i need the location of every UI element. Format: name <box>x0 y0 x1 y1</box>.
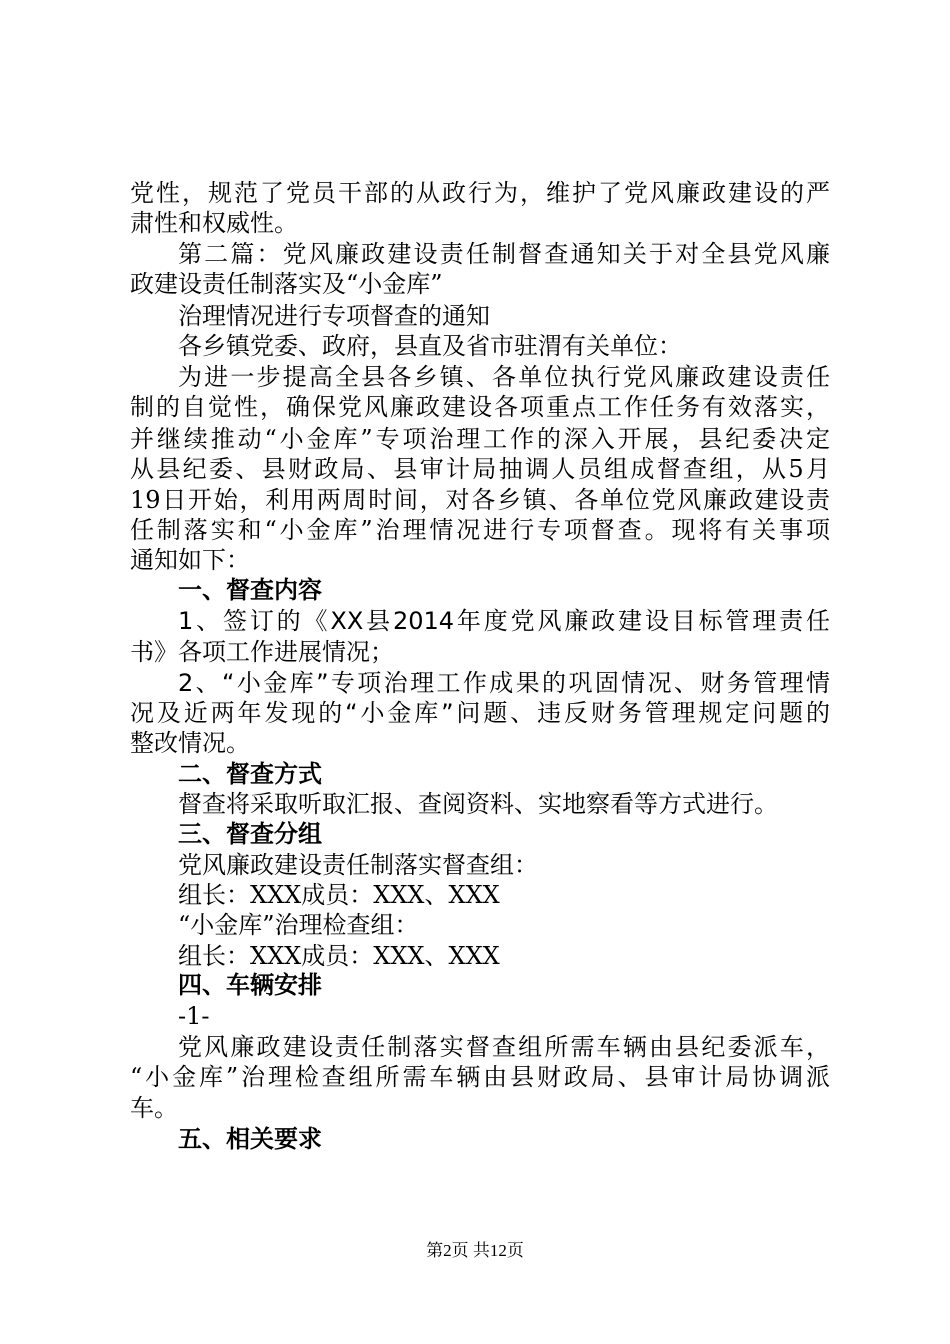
list-item-2-cont: 整改情况。 <box>130 729 250 757</box>
group-name: “小金库”治理检查组： <box>178 911 419 939</box>
heading-supervision-content: 一、督查内容 <box>178 576 322 604</box>
body-line: 肃性和权威性。 <box>130 209 298 237</box>
body-line: 任制落实和“小金库”治理情况进行专项督查。现将有关事项 <box>130 516 830 544</box>
body-line: 通知如下： <box>130 546 250 574</box>
body-line: 为进一步提高全县各乡镇、各单位执行党风廉政建设责任 <box>178 363 830 391</box>
addressee: 各乡镇党委、政府，县直及省市驻渭有关单位： <box>178 332 682 360</box>
body-line: 制的自觉性，确保党风廉政建设各项重点工作任务有效落实， <box>130 393 830 421</box>
body-line: 党性，规范了党员干部的从政行为，维护了党风廉政建设的严 <box>130 179 830 207</box>
list-item-1-cont: 书》各项工作进展情况； <box>130 638 394 666</box>
list-item-2-cont: 况及近两年发现的“小金库”问题、违反财务管理规定问题的 <box>130 699 830 727</box>
section-title-line: 政建设责任制落实及“小金库” <box>130 270 443 298</box>
group-members: 组长：XXX成员：XXX、XXX <box>178 942 500 970</box>
body-line: 车。 <box>130 1094 178 1122</box>
body-line: 督查将采取听取汇报、查阅资料、实地察看等方式进行。 <box>178 790 778 818</box>
page-footer: 第2页 共12页 <box>426 1241 524 1260</box>
section-title-line: 第二篇：党风廉政建设责任制督查通知关于对全县党风廉 <box>178 240 830 268</box>
body-line: 党风廉政建设责任制落实督查组所需车辆由县纪委派车， <box>178 1033 830 1061</box>
inline-page-marker: -1- <box>178 1002 210 1030</box>
list-item-1: 1、签订的《XX县2014年度党风廉政建设目标管理责任 <box>178 607 830 635</box>
body-line: 19日开始，利用两周时间，对各乡镇、各单位党风廉政建设责 <box>130 486 830 514</box>
heading-supervision-method: 二、督查方式 <box>178 760 322 788</box>
heading-requirements: 五、相关要求 <box>178 1125 322 1153</box>
body-line: “小金库”治理检查组所需车辆由县财政局、县审计局协调派 <box>130 1063 830 1091</box>
body-line: 从县纪委、县财政局、县审计局抽调人员组成督查组，从5月 <box>130 455 830 483</box>
heading-supervision-groups: 三、督查分组 <box>178 820 322 848</box>
group-name: 党风廉政建设责任制落实督查组： <box>178 851 538 879</box>
list-item-2: 2、“小金库”专项治理工作成果的巩固情况、财务管理情 <box>178 669 830 697</box>
body-line: 并继续推动“小金库”专项治理工作的深入开展，县纪委决定 <box>130 425 830 453</box>
notice-title: 治理情况进行专项督查的通知 <box>178 302 490 330</box>
group-members: 组长：XXX成员：XXX、XXX <box>178 881 500 909</box>
heading-vehicle-arrangement: 四、车辆安排 <box>178 971 322 999</box>
